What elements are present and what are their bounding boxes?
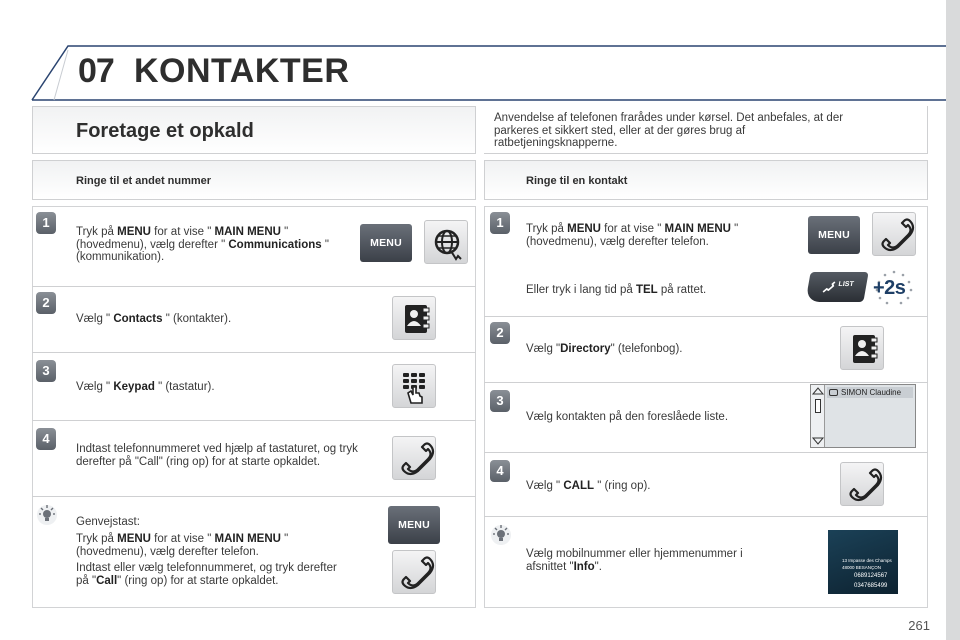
scrollbar [811,385,825,447]
info-address-line: 13 Impasse des Champs [842,558,892,563]
left-tip-line1: Tryk på MENU for at vise " MAIN MENU " (hovedmenu), vælg derefter telefon. [76,533,289,558]
left-subheading: Ringe til et andet nummer [76,175,212,187]
separator [32,286,476,287]
step-badge-4: 4 [490,460,510,482]
right-step-1-alt-text: Eller tryk i lang tid på TEL på rattet. [526,284,707,296]
step-badge-3: 3 [36,360,56,382]
call-tile [392,436,436,480]
contact-phone-icon [829,389,838,396]
info-city-line: 48000 BESANÇON [842,565,882,570]
warning-text: Anvendelse af telefonen frarådes under kørsel. Det anbefales, at der parkeres et sikkert sted, eller at der gøres brug af ratbetjeningsknapperne. [494,112,844,149]
contact-list-item [827,387,913,398]
steering-list-button [805,272,868,302]
left-step-2-text: Vælg " Contacts " (kontakter). [76,313,232,325]
step-badge-1: 1 [36,212,56,234]
contacts-book-icon [841,327,885,371]
info-phone-mobile: 0689124567 [854,573,888,579]
separator [484,516,928,517]
phone-handset-icon [393,551,437,595]
info-phone-home: 0347685499 [854,583,888,589]
right-step-1-text: Tryk på MENU for at vise " MAIN MENU " (hovedmenu), vælg derefter telefon. [526,223,739,248]
keypad-icon [393,365,437,409]
right-step-2-text: Vælg "Directory" (telefonbog). [526,343,683,355]
right-tip-text: Vælg mobilnummer eller hjemmenummer i afsnittet "Info". [526,548,743,573]
step-badge-2: 2 [36,292,56,314]
contact-name: SIMON Claudine [841,388,902,397]
phone-tile [872,212,916,256]
step-badge-4: 4 [36,428,56,450]
left-step-4-text: Indtast telefonnummeret ved hjælp af tastaturet, og tryk derefter på "Call" (ring op) for at starte opkaldet. [76,443,358,468]
step-badge-3: 3 [490,390,510,412]
section-heading: Foretage et opkald [76,120,254,142]
contact-info-screen [828,530,898,594]
call-tile [840,462,884,506]
directory-tile [840,326,884,370]
right-step-3-text: Vælg kontakten på den foreslåede liste. [526,411,729,423]
keypad-tile [392,364,436,408]
separator [32,352,476,353]
lightbulb-icon [36,504,58,526]
step-badge-1: 1 [490,212,510,234]
chapter-title: KONTAKTER [134,52,350,90]
separator [484,382,928,383]
phone-handset-icon [821,280,837,294]
left-tip-line2: Indtast eller vælg telefonnummeret, og tryk derefter på "Call" (ring op) for at starte opkaldet. [76,562,337,587]
separator [32,420,476,421]
step-badge-2: 2 [490,322,510,344]
scroll-thumb [815,399,821,413]
phone-handset-icon [841,463,885,507]
left-tip-label: Genvejstast: [76,516,140,528]
scroll-down-icon [811,436,825,446]
page-edge-bar [946,0,960,640]
separator [484,452,928,453]
right-subheading: Ringe til en kontakt [526,175,628,187]
phone-handset-icon [873,213,917,257]
menu-button-image: MENU [360,224,412,262]
separator [32,496,476,497]
list-button-label: LIST [837,281,855,288]
contacts-book-icon [393,297,437,341]
long-press-indicator [872,270,916,306]
left-step-3-text: Vælg " Keypad " (tastatur). [76,381,215,393]
call-tile [392,550,436,594]
contact-list-screen [810,384,916,448]
communications-tile [424,220,468,264]
page-number: 261 [908,618,930,633]
scroll-up-icon [811,386,825,396]
left-step-1-text: Tryk på MENU for at vise " MAIN MENU " (hovedmenu), vælg derefter " Communications " (kommunikation). [76,226,329,263]
menu-button-image: MENU [808,216,860,254]
chapter-number: 07 [78,52,114,90]
right-step-4-text: Vælg " CALL " (ring op). [526,480,651,492]
phone-handset-icon [393,437,437,481]
separator [484,316,928,317]
menu-button-image: MENU [388,506,440,544]
contacts-tile [392,296,436,340]
lightbulb-icon [490,524,512,546]
globe-icon [425,221,469,265]
two-seconds-label: +2s [873,277,906,299]
